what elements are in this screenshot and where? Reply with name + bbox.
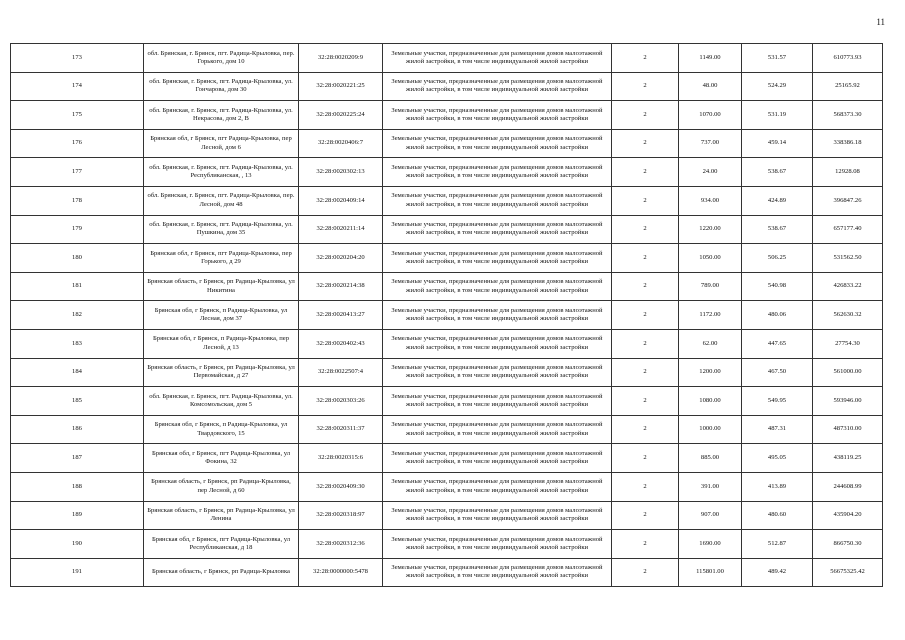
cadastral-number-cell: 32:28:0020209:9 xyxy=(299,44,383,73)
specific-value-cell: 531.57 xyxy=(742,44,813,73)
cadastral-value-cell: 610773.93 xyxy=(813,44,883,73)
area-cell: 62.00 xyxy=(679,329,742,358)
specific-value-cell: 489.42 xyxy=(742,558,813,587)
cadastral-value-cell: 866750.30 xyxy=(813,530,883,559)
cadastral-value-cell: 396847.26 xyxy=(813,186,883,215)
permitted-use-cell: Земельные участки, предназначенные для размещения домов малоэтажной жилой застройки, в том числе индивидуальной жилой застройки xyxy=(383,44,612,73)
permitted-use-cell: Земельные участки, предназначенные для размещения домов малоэтажной жилой застройки, в том числе индивидуальной жилой застройки xyxy=(383,72,612,101)
permitted-use-cell: Земельные участки, предназначенные для размещения домов малоэтажной жилой застройки, в том числе индивидуальной жилой застройки xyxy=(383,329,612,358)
category-cell: 2 xyxy=(612,272,679,301)
permitted-use-cell: Земельные участки, предназначенные для размещения домов малоэтажной жилой застройки, в том числе индивидуальной жилой застройки xyxy=(383,158,612,187)
permitted-use-cell: Земельные участки, предназначенные для размещения домов малоэтажной жилой застройки, в том числе индивидуальной жилой застройки xyxy=(383,244,612,273)
category-cell: 2 xyxy=(612,301,679,330)
specific-value-cell: 512.87 xyxy=(742,530,813,559)
permitted-use-cell: Земельные участки, предназначенные для размещения домов малоэтажной жилой застройки, в том числе индивидуальной жилой застройки xyxy=(383,558,612,587)
cadastral-number-cell: 32:28:0020312:36 xyxy=(299,530,383,559)
table-row xyxy=(11,101,883,130)
area-cell: 24.00 xyxy=(679,158,742,187)
area-cell: 1149.00 xyxy=(679,44,742,73)
category-cell: 2 xyxy=(612,129,679,158)
address-cell: Брянская область, г Брянск, рп Радица-Крыловка, ул Никитина xyxy=(144,272,299,301)
cadastral-number-cell: 32:28:0020409:14 xyxy=(299,186,383,215)
area-cell: 1690.00 xyxy=(679,530,742,559)
permitted-use-cell: Земельные участки, предназначенные для размещения домов малоэтажной жилой застройки, в том числе индивидуальной жилой застройки xyxy=(383,501,612,530)
cadastral-number-cell: 32:28:0020402:43 xyxy=(299,329,383,358)
cadastral-number-cell: 32:28:0020303:26 xyxy=(299,387,383,416)
area-cell: 789.00 xyxy=(679,272,742,301)
cadastral-value-cell: 244608.99 xyxy=(813,472,883,501)
table-row xyxy=(11,358,883,387)
address-cell: Брянская обл, г Брянск, пгт Радица-Крыловка, ул Республиканская, д 18 xyxy=(144,530,299,559)
cadastral-value-cell: 435904.20 xyxy=(813,501,883,530)
address-cell: Брянская область, г Брянск, рп Радица-Крыловка, ул Первомайская, д 27 xyxy=(144,358,299,387)
category-cell: 2 xyxy=(612,186,679,215)
table-row xyxy=(11,558,883,587)
cadastral-value-cell: 561000.00 xyxy=(813,358,883,387)
permitted-use-cell: Земельные участки, предназначенные для размещения домов малоэтажной жилой застройки, в том числе индивидуальной жилой застройки xyxy=(383,301,612,330)
table-row xyxy=(11,186,883,215)
address-cell: Брянская обл, г Брянск, п Радица-Крыловка, ул Лесная, дом 37 xyxy=(144,301,299,330)
area-cell: 907.00 xyxy=(679,501,742,530)
permitted-use-cell: Земельные участки, предназначенные для размещения домов малоэтажной жилой застройки, в том числе индивидуальной жилой застройки xyxy=(383,530,612,559)
cadastral-value-cell: 562630.32 xyxy=(813,301,883,330)
area-cell: 737.00 xyxy=(679,129,742,158)
permitted-use-cell: Земельные участки, предназначенные для размещения домов малоэтажной жилой застройки, в том числе индивидуальной жилой застройки xyxy=(383,444,612,473)
table-row xyxy=(11,501,883,530)
cadastral-number-cell: 32:28:0020406:7 xyxy=(299,129,383,158)
cadastral-number-cell: 32:28:0020315:6 xyxy=(299,444,383,473)
table-row xyxy=(11,329,883,358)
cadastral-number-cell: 32:28:0020221:25 xyxy=(299,72,383,101)
cadastral-value-cell: 12928.08 xyxy=(813,158,883,187)
area-cell: 48.00 xyxy=(679,72,742,101)
specific-value-cell: 413.89 xyxy=(742,472,813,501)
permitted-use-cell: Земельные участки, предназначенные для размещения домов малоэтажной жилой застройки, в том числе индивидуальной жилой застройки xyxy=(383,272,612,301)
table-row xyxy=(11,301,883,330)
row-number: 190 xyxy=(11,530,144,559)
permitted-use-cell: Земельные участки, предназначенные для размещения домов малоэтажной жилой застройки, в том числе индивидуальной жилой застройки xyxy=(383,186,612,215)
specific-value-cell: 459.14 xyxy=(742,129,813,158)
category-cell: 2 xyxy=(612,101,679,130)
category-cell: 2 xyxy=(612,72,679,101)
cadastral-value-cell: 593946.00 xyxy=(813,387,883,416)
address-cell: Брянская обл, г Брянск, пгт Радица-Крыловка, ул Фокина, 32 xyxy=(144,444,299,473)
specific-value-cell: 538.67 xyxy=(742,215,813,244)
row-number: 178 xyxy=(11,186,144,215)
cadastral-value-cell: 25165.92 xyxy=(813,72,883,101)
cadastral-number-cell: 32:28:0022507:4 xyxy=(299,358,383,387)
table-row xyxy=(11,44,883,73)
area-cell: 934.00 xyxy=(679,186,742,215)
permitted-use-cell: Земельные участки, предназначенные для размещения домов малоэтажной жилой застройки, в том числе индивидуальной жилой застройки xyxy=(383,101,612,130)
row-number: 184 xyxy=(11,358,144,387)
row-number: 189 xyxy=(11,501,144,530)
specific-value-cell: 540.98 xyxy=(742,272,813,301)
row-number: 182 xyxy=(11,301,144,330)
specific-value-cell: 480.60 xyxy=(742,501,813,530)
address-cell: Брянская область, г Брянск, рп Радица-Крыловка, ул Ленина xyxy=(144,501,299,530)
permitted-use-cell: Земельные участки, предназначенные для размещения домов малоэтажной жилой застройки, в том числе индивидуальной жилой застройки xyxy=(383,415,612,444)
table-row xyxy=(11,444,883,473)
specific-value-cell: 487.31 xyxy=(742,415,813,444)
cadastral-value-cell: 27754.30 xyxy=(813,329,883,358)
table-row xyxy=(11,472,883,501)
row-number: 180 xyxy=(11,244,144,273)
table-row xyxy=(11,387,883,416)
row-number: 191 xyxy=(11,558,144,587)
area-cell: 885.00 xyxy=(679,444,742,473)
table-row xyxy=(11,415,883,444)
specific-value-cell: 495.05 xyxy=(742,444,813,473)
address-cell: обл. Брянская, г. Брянск, пгт. Радица-Крыловка, ул. Гончарова, дом 30 xyxy=(144,72,299,101)
address-cell: Брянская область, г Брянск, рп Радица-Крыловка, пер Лесной, д 60 xyxy=(144,472,299,501)
row-number: 173 xyxy=(11,44,144,73)
row-number: 185 xyxy=(11,387,144,416)
cadastral-number-cell: 32:28:0020211:14 xyxy=(299,215,383,244)
category-cell: 2 xyxy=(612,44,679,73)
address-cell: Брянская обл, г Брянск, пгт Радица-Крыловка, пер Лесной, дом 6 xyxy=(144,129,299,158)
cadastral-value-cell: 338386.18 xyxy=(813,129,883,158)
specific-value-cell: 549.95 xyxy=(742,387,813,416)
cadastral-number-cell: 32:28:0020302:13 xyxy=(299,158,383,187)
page-number: 11 xyxy=(876,17,885,27)
table-row xyxy=(11,530,883,559)
cadastral-number-cell: 32:28:0020318:97 xyxy=(299,501,383,530)
table-row xyxy=(11,244,883,273)
land-plot-table xyxy=(10,43,883,587)
address-cell: обл. Брянская, г. Брянск, пгт. Радица-Крыловка, пер. Горького, дом 10 xyxy=(144,44,299,73)
row-number: 177 xyxy=(11,158,144,187)
category-cell: 2 xyxy=(612,244,679,273)
area-cell: 1220.00 xyxy=(679,215,742,244)
table-row xyxy=(11,272,883,301)
category-cell: 2 xyxy=(612,158,679,187)
row-number: 175 xyxy=(11,101,144,130)
row-number: 186 xyxy=(11,415,144,444)
cadastral-number-cell: 32:28:0020311:37 xyxy=(299,415,383,444)
area-cell: 1172.00 xyxy=(679,301,742,330)
category-cell: 2 xyxy=(612,415,679,444)
category-cell: 2 xyxy=(612,215,679,244)
area-cell: 1200.00 xyxy=(679,358,742,387)
table-row xyxy=(11,158,883,187)
category-cell: 2 xyxy=(612,472,679,501)
cadastral-value-cell: 531562.50 xyxy=(813,244,883,273)
area-cell: 1050.00 xyxy=(679,244,742,273)
category-cell: 2 xyxy=(612,387,679,416)
permitted-use-cell: Земельные участки, предназначенные для размещения домов малоэтажной жилой застройки, в том числе индивидуальной жилой застройки xyxy=(383,387,612,416)
permitted-use-cell: Земельные участки, предназначенные для размещения домов малоэтажной жилой застройки, в том числе индивидуальной жилой застройки xyxy=(383,129,612,158)
specific-value-cell: 538.67 xyxy=(742,158,813,187)
row-number: 183 xyxy=(11,329,144,358)
category-cell: 2 xyxy=(612,530,679,559)
cadastral-number-cell: 32:28:0020214:38 xyxy=(299,272,383,301)
cadastral-number-cell: 32:28:0020409:30 xyxy=(299,472,383,501)
specific-value-cell: 467.50 xyxy=(742,358,813,387)
address-cell: Брянская обл, г Брянск, пгт Радица-Крыловка, пер Горького, д 29 xyxy=(144,244,299,273)
address-cell: обл. Брянская, г. Брянск, пгт. Радица-Крыловка, пер. Лесной, дом 48 xyxy=(144,186,299,215)
row-number: 176 xyxy=(11,129,144,158)
table-row xyxy=(11,129,883,158)
specific-value-cell: 447.65 xyxy=(742,329,813,358)
cadastral-value-cell: 56675325.42 xyxy=(813,558,883,587)
cadastral-value-cell: 426833.22 xyxy=(813,272,883,301)
specific-value-cell: 524.29 xyxy=(742,72,813,101)
permitted-use-cell: Земельные участки, предназначенные для размещения домов малоэтажной жилой застройки, в том числе индивидуальной жилой застройки xyxy=(383,215,612,244)
table-row xyxy=(11,215,883,244)
cadastral-value-cell: 487310.00 xyxy=(813,415,883,444)
row-number: 174 xyxy=(11,72,144,101)
specific-value-cell: 424.89 xyxy=(742,186,813,215)
cadastral-number-cell: 32:28:0020413:27 xyxy=(299,301,383,330)
area-cell: 1080.00 xyxy=(679,387,742,416)
cadastral-value-cell: 438119.25 xyxy=(813,444,883,473)
row-number: 179 xyxy=(11,215,144,244)
table-body xyxy=(11,44,883,587)
area-cell: 391.00 xyxy=(679,472,742,501)
address-cell: Брянская обл, г Брянск, п Радица-Крыловка, пер Лесной, д 13 xyxy=(144,329,299,358)
row-number: 181 xyxy=(11,272,144,301)
address-cell: обл. Брянская, г. Брянск, пгт. Радица-Крыловка, ул. Некрасова, дом 2, В xyxy=(144,101,299,130)
cadastral-value-cell: 568373.30 xyxy=(813,101,883,130)
specific-value-cell: 531.19 xyxy=(742,101,813,130)
address-cell: обл. Брянская, г. Брянск, пгт. Радица-Крыловка, ул. Комсомольская, дом 5 xyxy=(144,387,299,416)
area-cell: 1070.00 xyxy=(679,101,742,130)
category-cell: 2 xyxy=(612,358,679,387)
permitted-use-cell: Земельные участки, предназначенные для размещения домов малоэтажной жилой застройки, в том числе индивидуальной жилой застройки xyxy=(383,358,612,387)
address-cell: Брянская обл, г Брянск, п Радица-Крыловка, ул Твардовского, 15 xyxy=(144,415,299,444)
row-number: 187 xyxy=(11,444,144,473)
permitted-use-cell: Земельные участки, предназначенные для размещения домов малоэтажной жилой застройки, в том числе индивидуальной жилой застройки xyxy=(383,472,612,501)
category-cell: 2 xyxy=(612,558,679,587)
cadastral-number-cell: 32:28:0020225:24 xyxy=(299,101,383,130)
specific-value-cell: 480.06 xyxy=(742,301,813,330)
area-cell: 115801.00 xyxy=(679,558,742,587)
address-cell: обл. Брянская, г. Брянск, пгт. Радица-Крыловка, ул. Республиканская, , 13 xyxy=(144,158,299,187)
table-row xyxy=(11,72,883,101)
cadastral-number-cell: 32:28:0020204:20 xyxy=(299,244,383,273)
category-cell: 2 xyxy=(612,501,679,530)
row-number: 188 xyxy=(11,472,144,501)
address-cell: обл. Брянская, г. Брянск, пгт. Радица-Крыловка, ул. Пушкина, дом 35 xyxy=(144,215,299,244)
category-cell: 2 xyxy=(612,444,679,473)
area-cell: 1000.00 xyxy=(679,415,742,444)
specific-value-cell: 506.25 xyxy=(742,244,813,273)
cadastral-number-cell: 32:28:0000000:5478 xyxy=(299,558,383,587)
category-cell: 2 xyxy=(612,329,679,358)
cadastral-value-cell: 657177.40 xyxy=(813,215,883,244)
address-cell: Брянская область, г Брянск, рп Радица-Крыловка xyxy=(144,558,299,587)
